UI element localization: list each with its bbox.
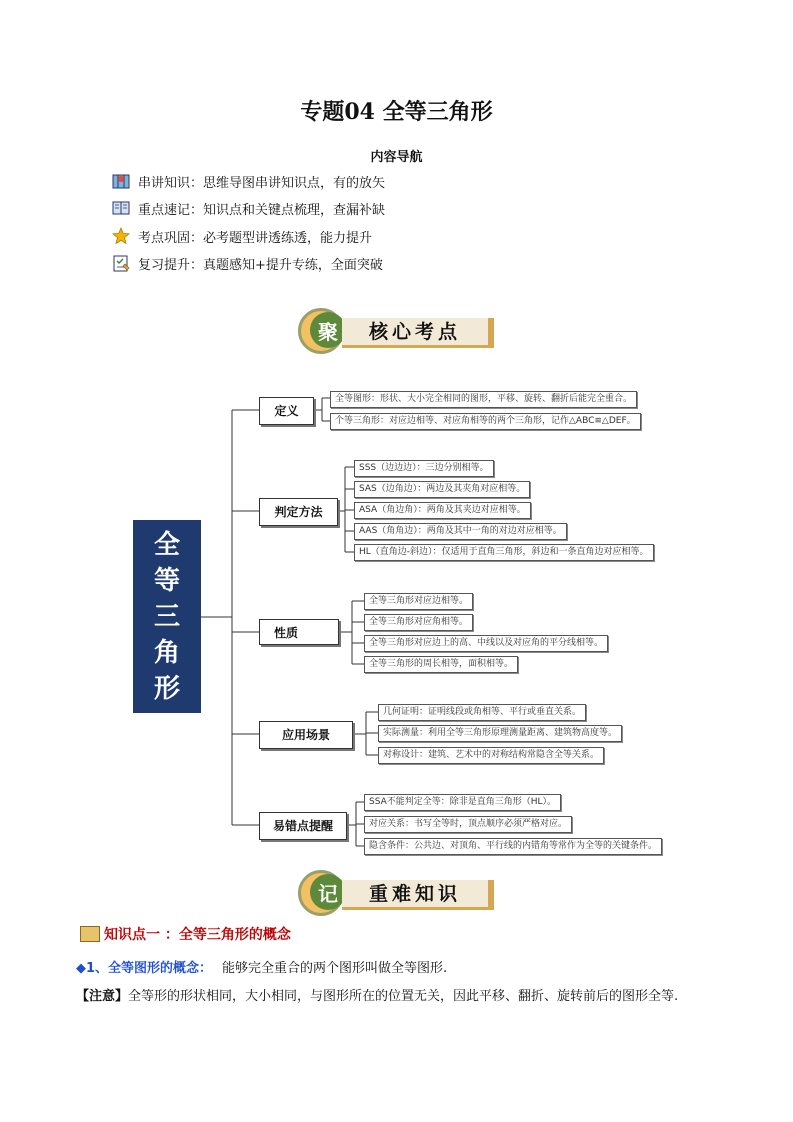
branch-common-mistakes: 易错点提醒 — [259, 812, 347, 840]
key-knowledge-banner — [298, 870, 498, 916]
leaf-mistake-2: 对应关系：书写全等时，顶点顺序必须严格对应。 — [364, 816, 572, 833]
concept-definition: ◆1、全等图形的概念： 能够完全重合的两个图形叫做全等图形. — [76, 961, 448, 976]
leaf-property-1: 全等三角形对应边相等。 — [364, 593, 473, 610]
leaf-criteria-5: HL（直角边-斜边）：仅适用于直角三角形，斜边和一条直角边对应相等。 — [354, 544, 654, 561]
leaf-application-1: 几何证明：证明线段或角相等、平行或垂直关系。 — [378, 704, 586, 721]
banner-text: 核心考点 — [342, 318, 488, 348]
leaf-mistake-3: 隐含条件：公共边、对顶角、平行线的内错角等常作为全等的关键条件。 — [364, 838, 662, 855]
leaf-application-2: 实际测量：利用全等三角形原理测量距离、建筑物高度等。 — [378, 725, 622, 742]
leaf-property-4: 全等三角形的周长相等，面积相等。 — [364, 656, 518, 673]
leaf-definition-2: 个等三角形：对应边相等、对应角相等的两个三角形，记作△ABC≌△DEF。 — [330, 413, 641, 430]
leaf-criteria-3: ASA（角边角）：两角及其夹边对应相等。 — [354, 502, 531, 519]
leaf-mistake-1: SSA不能判定全等：除非是直角三角形（HL）。 — [364, 794, 561, 811]
nav-item-improvement: 复习提升： 真题感知+提升专练，全面突破 — [112, 252, 383, 274]
leaf-criteria-4: AAS（角角边）：两角及其中一角的对边对应相等。 — [354, 523, 567, 540]
nav-item-consolidation: 考点巩固： 必考题型讲透练透，能力提升 — [112, 225, 372, 247]
branch-definition: 定义 — [259, 397, 314, 425]
mindmap-root: 全 等 三 角 形 — [133, 520, 201, 713]
notebook-icon — [80, 926, 100, 942]
leaf-property-2: 全等三角形对应角相等。 — [364, 614, 473, 631]
leaf-definition-1: 全等图形：形状、大小完全相同的图形，平移、旋转、翻折后能完全重合。 — [330, 391, 637, 408]
branch-applications: 应用场景 — [259, 721, 353, 749]
leaf-criteria-2: SAS（边角边）：两边及其夹角对应相等。 — [354, 481, 530, 498]
leaf-criteria-1: SSS（边边边）：三边分别相等。 — [354, 460, 494, 477]
branch-properties: 性质 — [259, 619, 339, 645]
page-title: 专题04 全等三角形 — [300, 99, 493, 125]
banner-badge: 聚 — [310, 312, 346, 348]
banner-text: 重难知识 — [342, 880, 488, 910]
knowledge-point-heading: 知识点一 ：全等三角形的概念 — [80, 924, 291, 944]
nav-item-key-points: 重点速记： 知识点和关键点梳理，查漏补缺 — [112, 197, 385, 219]
leaf-property-3: 全等三角形对应边上的高、中线以及对应角的平分线相等。 — [364, 635, 608, 652]
branch-criteria: 判定方法 — [259, 498, 338, 526]
leaf-application-3: 对称设计：建筑、艺术中的对称结构常隐含全等关系。 — [378, 747, 604, 764]
nav-item-review-knowledge: 串讲知识： 思维导图串讲知识点，有的放矢 — [112, 170, 385, 192]
note-paragraph: 【注意】全等形的形状相同，大小相同，与图形所在的位置无关，因此平移、翻折、旋转前后的图形全等. — [76, 989, 679, 1004]
content-nav-heading: 内容导航 — [370, 150, 423, 165]
banner-badge: 记 — [310, 874, 346, 910]
